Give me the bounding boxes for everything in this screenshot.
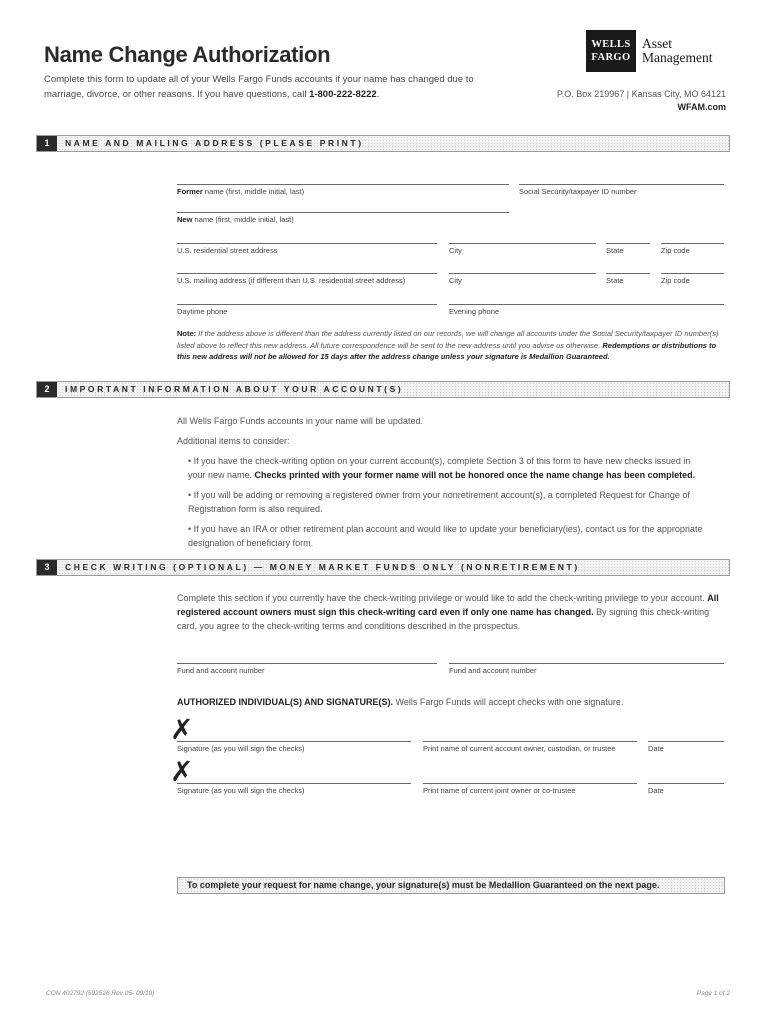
evening-phone-field[interactable]: Evening phone: [449, 304, 724, 316]
address-note: Note: If the address above is different than the address currently listed on our records, we will change all accounts under the Social Security/taxpayer ID number(s) listed above to reflect this new address. All future correspondence will be sent to the new address until you advise us otherwise. Redemptions or distributions to this new address will not be allowed for 15 days after the address change unless your signature is Medallion Guaranteed.: [177, 329, 719, 361]
intro-text: Complete this form to update all of your Wells Fargo Funds accounts if your name has changed due to marriage, divorce, or other reasons. If you have questions, call 1-800-222-8222.: [44, 74, 474, 100]
authorized-signatures-heading: AUTHORIZED INDIVIDUAL(S) AND SIGNATURE(S). Wells Fargo Funds will accept checks with one signature.: [177, 697, 624, 707]
website: WFAM.com: [677, 102, 726, 112]
wells-fargo-logo: WELLS FARGO: [586, 30, 636, 72]
info-line-1: All Wells Fargo Funds accounts in your name will be updated.: [177, 416, 423, 426]
daytime-phone-field[interactable]: Daytime phone: [177, 304, 437, 316]
section-number: 3: [37, 560, 57, 575]
mailing-state-field[interactable]: State: [606, 273, 650, 285]
list-item: • If you have an IRA or other retirement plan account and would like to update your beneficiary(ies), contact us for the appropriate designation of beneficiary form.: [188, 524, 703, 548]
list-item: • If you have the check-writing option on your current account(s), complete Section 3 of this form to have new checks issued in your new name. Checks printed with your former name will not be honored once the name change has been completed.: [188, 456, 696, 480]
former-name-field[interactable]: Former name (first, middle initial, last): [177, 184, 509, 196]
form-code: CON 402792 (592526 Rev 05- 09/19): [46, 990, 155, 997]
mailing-address-field[interactable]: U.S. mailing address (if different than U.S. residential street address): [177, 273, 437, 285]
mailing-address: P.O. Box 219967 | Kansas City, MO 64121 WFAM.com: [556, 89, 726, 112]
ssn-field[interactable]: Social Security/taxpayer ID number: [519, 184, 724, 196]
info-line-2: Additional items to consider:: [177, 436, 290, 446]
date-field-2[interactable]: Date: [648, 783, 724, 795]
section-3-header: [36, 559, 730, 576]
signature-field-2[interactable]: Signature (as you will sign the checks): [177, 783, 411, 795]
section-title: CHECK WRITING (OPTIONAL) — MONEY MARKET FUNDS ONLY (NONRETIREMENT): [65, 562, 580, 572]
page-title: Name Change Authorization: [44, 42, 331, 67]
phone-number: 1-800-222-8222: [309, 89, 377, 100]
signature-x-mark-icon: ✗: [170, 755, 194, 788]
page-number: Page 1 of 2: [696, 990, 730, 997]
mailing-city-field[interactable]: City: [449, 273, 596, 285]
medallion-guarantee-note: To complete your request for name change, your signature(s) must be Medallion Guaranteed on the next page.: [177, 877, 725, 894]
section-1-header: [36, 135, 730, 152]
section-2-header: [36, 381, 730, 398]
check-writing-instructions: Complete this section if you currently have the check-writing privilege or would like to add the check-writing privilege to your account. All registered account owners must sign this check-writing card even if only one name has changed. By signing this check-writing card, you agree to the check-writing terms and conditions described in the prospectus.: [177, 593, 719, 631]
state-field[interactable]: State: [606, 243, 650, 255]
signature-x-mark-icon: ✗: [170, 713, 194, 746]
zip-field[interactable]: Zip code: [661, 243, 724, 255]
mailing-zip-field[interactable]: Zip code: [661, 273, 724, 285]
print-name-field-2[interactable]: Print name of current joint owner or co-trustee: [423, 783, 637, 795]
asset-management-logo-text: Asset Management: [642, 36, 713, 65]
fund-account-field-1[interactable]: Fund and account number: [177, 663, 437, 675]
section-title: NAME AND MAILING ADDRESS (PLEASE PRINT): [65, 138, 364, 148]
section-number: 2: [37, 382, 57, 397]
print-name-field-1[interactable]: Print name of current account owner, custodian, or trustee: [423, 741, 637, 753]
residential-address-field[interactable]: U.S. residential street address: [177, 243, 437, 255]
section-title: IMPORTANT INFORMATION ABOUT YOUR ACCOUNT(S): [65, 384, 404, 394]
city-field[interactable]: City: [449, 243, 596, 255]
date-field-1[interactable]: Date: [648, 741, 724, 753]
fund-account-field-2[interactable]: Fund and account number: [449, 663, 724, 675]
new-name-field[interactable]: New name (first, middle initial, last): [177, 212, 509, 224]
section-number: 1: [37, 136, 57, 151]
signature-field-1[interactable]: Signature (as you will sign the checks): [177, 741, 411, 753]
list-item: • If you will be adding or removing a registered owner from your nonretirement account(s), a completed Request for Change of Registration form is also required.: [188, 490, 690, 514]
